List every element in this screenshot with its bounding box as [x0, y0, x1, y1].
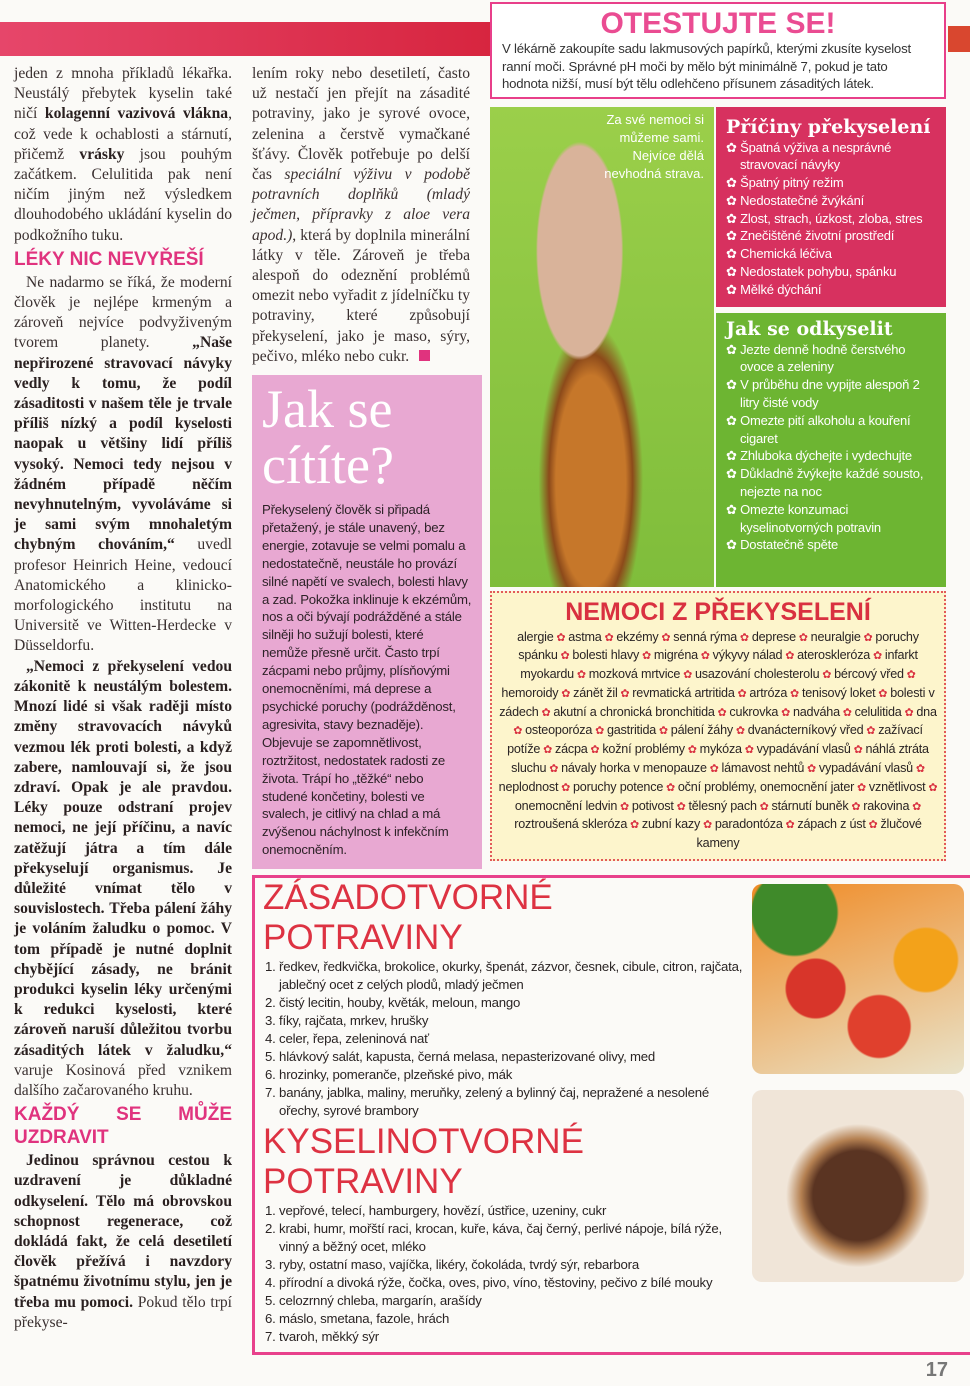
acidic-title: KYSELINOTVORNÉ POTRAVINY: [263, 1122, 584, 1202]
text: lením roky nebo desetiletí, často už nestačí jen přejít na zásadité potraviny, jako je syrové ovoce, zelenina a čerstvě vymačkané šťávy. Člověk potřebuje po delší čas: [252, 65, 470, 184]
flower-separator-icon: ✿: [848, 800, 864, 813]
disease-item: roztroušená skleróza: [514, 817, 628, 832]
flower-separator-icon: ✿: [680, 669, 695, 682]
list-item: ✿ Chemická léčiva: [726, 245, 936, 263]
disease-item: návaly horka v menopauze: [561, 761, 707, 776]
list-item: 7. banány, jablka, maliny, meruňky, zelený a bylinný čaj, nepražené a nesolené ořechy, syrové brambory: [265, 1085, 710, 1119]
flower-separator-icon: ✿: [782, 819, 798, 832]
disease-item: zácpa: [554, 742, 588, 757]
text: jeden z mnoha příkladů lékařka. Neustálý přebytek kyselin také ničí: [14, 65, 232, 123]
flower-separator-icon: ✿: [734, 687, 750, 700]
disease-item: alergie: [517, 629, 554, 644]
flower-separator-icon: ✿: [925, 781, 938, 794]
list-item: ✿ Dostatečně spěte: [726, 536, 936, 554]
list-item: ✿ Mělké dýchání: [726, 281, 936, 299]
disease-item: lámavost nehtů: [721, 761, 805, 776]
feel-title: Jak se cítíte?: [262, 379, 394, 496]
text: varuje Kosinová před vznikem dalšího začarovaného kruhu.: [14, 1061, 232, 1099]
disease-item: mykóza: [699, 742, 742, 757]
list-item: 1. vepřové, telecí, hamburgery, hovězí, ústřice, uzeniny, cukr: [265, 1203, 607, 1219]
flower-separator-icon: ✿: [627, 819, 642, 832]
flower-separator-icon: ✿: [557, 650, 573, 663]
text: Pokud tělo trpí překyse-: [14, 1293, 233, 1331]
paragraph: [14, 273, 232, 657]
list-item: 2. krabi, humr, mořští raci, krocan, kuře, káva, čaj černý, perlivé nápoje, bílá rýže, vinný a běžný ocet, mléko: [265, 1221, 723, 1255]
text: , která by doplnila minerální látky v těle. Zároveň je třeba alespoň do odeznění problémů omezit nebo vyřadit z jídelníčku ty potraviny, které způsobují překyselení, jako je maso, sýry, pečivo, mléko nebo cukr.: [252, 226, 470, 365]
disease-item: ekzémy: [616, 629, 659, 644]
disease-item: bércový vřed: [834, 667, 904, 682]
italic-text: speciální výživu v podobě potravních doplňků (mladý ječmen, přípravky z aloe vera apod.): [252, 166, 470, 244]
list-item: 6. hrozinky, pomeranče, plzeňské pivo, mák: [265, 1067, 513, 1083]
flower-separator-icon: ✿: [574, 669, 589, 682]
deacidify-list: [726, 341, 936, 555]
list-item: ✿ Špatná výživa a nesprávné stravovací návyky: [726, 139, 936, 175]
disease-item: rakovina: [863, 798, 910, 813]
subheading: KAŽDÝ SE MŮŽE UZDRAVIT: [14, 1104, 232, 1149]
flower-separator-icon: ✿: [756, 800, 772, 813]
flower-separator-icon: ✿: [553, 631, 569, 644]
flower-separator-icon: ✿: [903, 669, 916, 682]
list-item: 7. tvaroh, měkký sýr: [265, 1329, 379, 1345]
disease-item: usazování cholesterolu: [694, 667, 820, 682]
disease-item: cukrovka: [729, 704, 779, 719]
flower-separator-icon: ✿: [909, 800, 922, 813]
disease-item: akutní a chronická bronchitida: [553, 704, 715, 719]
flower-separator-icon: ✿: [795, 631, 811, 644]
flower-separator-icon: ✿: [546, 763, 562, 776]
disease-item: infarkt myokardu: [520, 648, 918, 682]
flower-separator-icon: ✿: [601, 631, 617, 644]
flower-separator-icon: ✿: [714, 706, 730, 719]
list-item: ✿ Omezte konzumaci kyselinotvorných potravin: [726, 501, 936, 537]
flower-separator-icon: ✿: [875, 687, 891, 700]
diseases-title: NEMOCI Z PŘEKYSELENÍ: [565, 597, 871, 626]
page-number: 17: [925, 1359, 948, 1382]
list-item: 3. fíky, rajčata, mrkev, hrušky: [265, 1013, 429, 1029]
text: jsou pouhým začátkem. Celulitida pak není ničím jiným než výsledkem dlouhodobého ukládání kyselin do podkožního tuku.: [14, 145, 232, 244]
flower-separator-icon: ✿: [540, 744, 555, 757]
disease-item: pálení žáhy: [670, 723, 734, 738]
list-item: 1. ředkev, ředkvička, brokolice, okurky, špenát, zázvor, česnek, cibule, citron, rajčata, jablečný ocet z celých plodů, mladý ječmen: [265, 959, 743, 993]
disease-item: bolesti hlavy: [572, 648, 640, 663]
quote: „Nemoci z překyselení vedou zákonitě k neustálým bolestem. Mnozí lidé si však raději místo změny stravovacích návyků vezmou lék proti bolesti, a když zabere, namlouvají si, že jsou zdraví. Opak je ale pravdou. Léky pouze odstraní projev nemoci, ne její příčinu, a navíc zatěžují játra a tím dále překyselují organismus. Je důležité vnímat tělo v souvislostech. Třeba pálení žáhy je voláním žaludku o pomoc. V tom případě je nutné doplnit chybějící zásady, ne bránit produkci kyselin léky určenými k redukci kyselosti, které zároveň naruší důležitou tvorbu zásaditých látek v žaludku,“: [14, 657, 232, 1059]
flower-separator-icon: ✿: [863, 725, 879, 738]
list-item: 5. hlávkový salát, kapusta, černá melasa, nepasterizované olivy, med: [265, 1049, 656, 1065]
alkaline-list: [255, 958, 744, 1120]
bold-text: Jedinou správnou cestou k uzdravení je důkladné odkyselení. Tělo má obrovskou schopnost regenerace, což dokládá fakt, že celá desetiletí člověk přežívá i navzdory špatnému životnímu stylu, jen je třeba mu pomoci.: [14, 1152, 232, 1311]
disease-item: žlučové kameny: [696, 817, 922, 851]
flower-separator-icon: ✿: [558, 781, 573, 794]
photo-row: [490, 107, 946, 587]
disease-item: dna: [916, 704, 937, 719]
disease-item: poruchy potence: [573, 779, 664, 794]
foods-text: [255, 878, 744, 1346]
disease-item: zánět žil: [573, 685, 618, 700]
paragraph: [14, 1151, 232, 1333]
list-item: ✿ Zlost, strach, úzkost, zloba, stres: [726, 210, 936, 228]
flower-separator-icon: ✿: [839, 706, 855, 719]
disease-item: náhlá ztráta sluchu: [511, 742, 929, 776]
test-title: OTESTUJTE SE!: [600, 7, 836, 40]
flower-separator-icon: ✿: [819, 669, 835, 682]
disease-item: neuralgie: [810, 629, 861, 644]
right-area: [252, 2, 970, 1386]
flower-separator-icon: ✿: [684, 744, 700, 757]
quote: „Naše nepřirozené stravovací návyky vedly k tomu, že podíl zásaditosti v našem těle je trvale příliš nízký a podíl kyselosti naopak u většiny lidí příliš vysoký. Nemoci tedy nejsou v žádném případě něčím nevyhnutelným, vyvoláváme si je sami svým mnohaletým chybným chováním,“: [14, 334, 232, 554]
causes-title: Příčiny překyselení: [726, 115, 931, 138]
list-item: 6. máslo, smetana, fazole, hrách: [265, 1311, 450, 1327]
flower-separator-icon: ✿: [587, 744, 603, 757]
flower-separator-icon: ✿: [656, 725, 671, 738]
flower-separator-icon: ✿: [658, 631, 674, 644]
right-column: [490, 2, 946, 861]
middle-column-wrapper: [252, 64, 482, 869]
text: , což vede k ochablosti a stárnutí, přičemž: [14, 105, 232, 163]
flower-separator-icon: ✿: [673, 800, 689, 813]
list-item: 3. ryby, ostatní maso, vajíčka, likéry, čokoláda, tvrdý sýr, rebarbora: [265, 1257, 639, 1273]
flower-separator-icon: ✿: [617, 800, 632, 813]
disease-item: tělesný pach: [688, 798, 757, 813]
disease-item: dvanácterníkový vřed: [747, 723, 864, 738]
cake-photo: [752, 1090, 964, 1282]
flower-separator-icon: ✿: [706, 763, 722, 776]
photo-caption: Za své nemoci si můžeme sami. Nejvíce dělá nevhodná strava.: [604, 111, 704, 181]
list-item: ✿ Důkladně žvýkejte každé sousto, nejezte na noc: [726, 465, 936, 501]
flower-separator-icon: ✿: [737, 631, 752, 644]
deacidify-box: [716, 313, 946, 587]
flower-separator-icon: ✿: [870, 650, 885, 663]
flower-separator-icon: ✿: [860, 631, 876, 644]
how-do-you-feel-box: [252, 375, 482, 869]
flower-separator-icon: ✿: [854, 781, 869, 794]
list-item: ✿ Zhluboka dýchejte i vydechujte: [726, 447, 936, 465]
list-item: 4. celer, řepa, zeleninová nať: [265, 1031, 429, 1047]
foods-box: [252, 875, 970, 1355]
vegetables-photo: [752, 884, 964, 1074]
flower-separator-icon: ✿: [901, 706, 917, 719]
side-boxes: [716, 107, 946, 587]
test-yourself-box: [490, 2, 946, 99]
flower-separator-icon: ✿: [865, 819, 881, 832]
flower-separator-icon: ✿: [592, 725, 607, 738]
disease-item: bolesti v zádech: [499, 685, 935, 719]
disease-item: celulitida: [854, 704, 902, 719]
flower-separator-icon: ✿: [741, 744, 757, 757]
disease-item: poruchy spánku: [518, 629, 919, 663]
list-item: ✿ V průběhu dne vypijte alespoň 2 litry čisté vody: [726, 376, 936, 412]
flower-separator-icon: ✿: [733, 725, 748, 738]
list-item: ✿ Znečištěné životní prostředí: [726, 227, 936, 245]
subheading: LÉKY NIC NEVYŘEŠÍ: [14, 248, 204, 270]
disease-item: zubní kazy: [641, 817, 701, 832]
end-mark-icon: [419, 350, 430, 361]
causes-list: [726, 139, 936, 299]
disease-item: osteoporóza: [525, 723, 593, 738]
disease-item: vypadávání vlasů: [818, 761, 913, 776]
disease-item: zápach z úst: [797, 817, 866, 832]
disease-item: ateroskleróza: [797, 648, 871, 663]
disease-item: deprese: [751, 629, 796, 644]
disease-item: vypadávání vlasů: [756, 742, 851, 757]
flower-separator-icon: ✿: [850, 744, 866, 757]
left-article-column: [14, 64, 232, 1333]
list-item: ✿ Omezte pití alkoholu a kouření cigaret: [726, 412, 936, 448]
flower-separator-icon: ✿: [804, 763, 819, 776]
flower-separator-icon: ✿: [913, 763, 925, 776]
flower-separator-icon: ✿: [639, 650, 654, 663]
flower-separator-icon: ✿: [778, 706, 793, 719]
disease-item: kožní problémy: [602, 742, 685, 757]
flower-separator-icon: ✿: [513, 725, 526, 738]
disease-item: neplodnost: [498, 779, 559, 794]
list-item: ✿ Jezte denně hodně čerstvého ovoce a zeleniny: [726, 341, 936, 377]
paragraph: [252, 64, 470, 367]
disease-item: stárnutí buněk: [771, 798, 849, 813]
flower-separator-icon: ✿: [663, 781, 678, 794]
bold-text: kolagenní vazivová vlákna: [44, 105, 229, 123]
flower-separator-icon: ✿: [787, 687, 802, 700]
top-row: [252, 2, 970, 869]
middle-article-column: [252, 64, 470, 367]
disease-item: astma: [568, 629, 602, 644]
disease-item: tenisový loket: [801, 685, 876, 700]
acidic-list: [255, 1202, 744, 1346]
paragraph: [14, 657, 232, 1101]
alkaline-title: ZÁSADOTVORNÉ POTRAVINY: [263, 878, 553, 958]
list-item: ✿ Nedostatek pohybu, spánku: [726, 263, 936, 281]
text: Ne nadarmo se říká, že moderní člověk je nejlépe krmeným a zároveň nejvíce podvyživeným tvorem planety.: [14, 273, 232, 352]
disease-item: vznětlivost: [868, 779, 926, 794]
bold-text: vrásky: [79, 145, 125, 163]
diseases-box: [490, 591, 946, 862]
disease-item: výkyvy nálad: [712, 648, 783, 663]
food-photos: [752, 884, 964, 1346]
feel-text: Překyselený člověk si připadá přetažený, je stále unavený, bez energie, zotavuje se velmi pomalu a nedostatečně, neustále ho provází silné napětí ve svalech, bolesti hlavy a zad. Pokožka inklinuje k ekzémům, nos a oči bývají podrážděné a stále silněji ho sužují bolesti, které nemůže přesně určit. Často trpí zácpami nebo průjmy, plísňovými onemocněními, má deprese a psychické poruchy (podrážděnost, agresivita, stavy beznaděje). Objevuje se zapomnětlivost, roztržitost, nedostatek radosti ze života. Trápí ho „těžké“ nebo studené končetiny, bolesti ve svalech, je citlivý na chlad a má zvýšenou náchylnost k infekčním onemocněním.: [262, 502, 472, 858]
disease-item: gastritida: [606, 723, 657, 738]
flower-separator-icon: ✿: [558, 687, 574, 700]
disease-item: onemocnění ledvin: [514, 798, 618, 813]
disease-item: revmatická artritida: [632, 685, 735, 700]
flower-separator-icon: ✿: [697, 650, 713, 663]
list-item: ✿ Špatný pitný režim: [726, 174, 936, 192]
disease-item: oční problémy, onemocnění jater: [677, 779, 855, 794]
list-item: 2. čistý lecitin, houby, květák, meloun, mango: [265, 995, 521, 1011]
disease-item: potivost: [631, 798, 674, 813]
disease-item: mozková mrtvice: [588, 667, 681, 682]
text: uvedl profesor Heinrich Heine, vedoucí Anatomického a klinicko-morfologického institutu na Universitě ve Witten-Herdecke v Düsseldorfu.: [14, 536, 232, 655]
diseases-list: [498, 629, 938, 854]
flower-separator-icon: ✿: [538, 706, 554, 719]
disease-item: zažívací potíže: [507, 723, 923, 757]
flower-separator-icon: ✿: [700, 819, 715, 832]
disease-item: artróza: [749, 685, 788, 700]
disease-item: hemoroidy: [501, 685, 559, 700]
deacidify-title: Jak se odkyselit: [726, 317, 893, 340]
man-eating-burger-photo: [490, 107, 714, 587]
list-item: 5. celozrnný chleba, margarín, arašídy: [265, 1293, 482, 1309]
disease-item: paradontóza: [714, 817, 783, 832]
list-item: 4. přírodní a divoká rýže, čočka, oves, pivo, víno, těstoviny, pečivo z bílé mouky: [265, 1275, 713, 1291]
flower-separator-icon: ✿: [782, 650, 798, 663]
disease-item: migréna: [653, 648, 698, 663]
paragraph: [14, 64, 232, 246]
causes-box: [716, 107, 946, 307]
disease-item: senná rýma: [673, 629, 738, 644]
list-item: ✿ Nedostatečné žvýkání: [726, 192, 936, 210]
test-text: V lékárně zakoupíte sadu lakmusových papírků, kterými zkusíte kyselost ranní moči. Správné pH moči by mělo být minimálně 7, pokud je tato hodnota nižší, musí být tělu odlehčeno přísunem zásaditých látek.: [502, 41, 911, 91]
flower-separator-icon: ✿: [617, 687, 633, 700]
disease-item: nadváha: [792, 704, 840, 719]
